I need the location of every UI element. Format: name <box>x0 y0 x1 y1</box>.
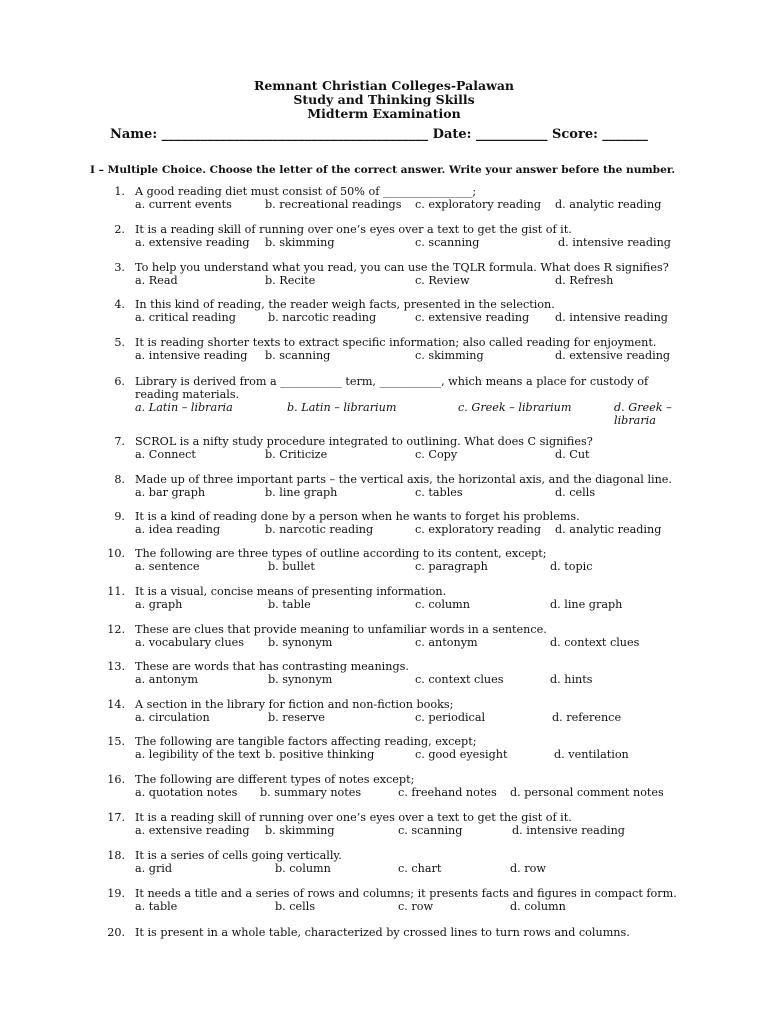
answer-option-d: d. row <box>510 862 546 875</box>
question-text: It is a reading skill of running over one’s eyes over a text to get the gist of it. <box>135 811 572 824</box>
answer-option-d: d. intensive reading <box>555 311 668 324</box>
answer-option-b: b. Criticize <box>265 448 328 461</box>
subject-title: Study and Thinking Skills <box>293 92 475 107</box>
answer-option-b: b. narcotic reading <box>268 311 377 324</box>
school-name: Remnant Christian Colleges-Palawan <box>253 78 515 93</box>
answer-option-b: b. narcotic reading <box>265 523 374 536</box>
question-text: These are words that has contrasting meanings. <box>135 660 409 673</box>
question-text: Library is derived from a ___________ term, ___________, which means a place for custody of reading materials. <box>135 375 649 401</box>
answer-option-c: c. exploratory reading <box>415 198 542 211</box>
answer-option-d: d. Cut <box>555 448 590 461</box>
question-number: 16. <box>107 773 125 786</box>
answer-option-b: b. column <box>275 862 331 875</box>
exam-header <box>0 79 768 121</box>
question-number: 7. <box>114 435 125 448</box>
question-text: A good reading diet must consist of 50% of ________________; <box>135 185 477 198</box>
student-info-line: Name: _________________________________________ Date: ___________ Score: _______ <box>110 127 648 142</box>
answer-option-b: b. synonym <box>268 673 333 686</box>
answer-option-c: c. row <box>398 900 434 913</box>
question-number: 3. <box>114 261 125 274</box>
answer-option-c: c. context clues <box>415 673 504 686</box>
question-number: 19. <box>107 887 125 900</box>
question-text: It is a series of cells going vertically. <box>135 849 342 862</box>
question-text: Made up of three important parts – the vertical axis, the horizontal axis, and the diagonal line. <box>135 473 672 486</box>
answer-option-b: b. bullet <box>268 560 315 573</box>
answer-option-d: d. reference <box>552 711 622 724</box>
answer-option-b: b. table <box>268 598 311 611</box>
answer-option-d: d. Greek – libraria <box>614 401 672 427</box>
answer-option-d: d. Refresh <box>555 274 614 287</box>
answer-option-d: d. hints <box>550 673 593 686</box>
answer-option-a: a. critical reading <box>135 311 236 324</box>
question-text: It needs a title and a series of rows and columns; it presents facts and figures in compact form. <box>135 887 677 900</box>
question-number: 8. <box>114 473 125 486</box>
answer-option-a: a. vocabulary clues <box>135 636 245 649</box>
answer-option-d: d. analytic reading <box>555 523 662 536</box>
answer-option-c: c. column <box>415 598 470 611</box>
answer-option-c: c. Copy <box>415 448 458 461</box>
question-text: The following are three types of outline according to its content, except; <box>135 547 547 560</box>
question-number: 13. <box>107 660 125 673</box>
answer-option-a: a. table <box>135 900 178 913</box>
question-number: 15. <box>107 735 125 748</box>
answer-option-c: c. good eyesight <box>415 748 508 761</box>
question-text: In this kind of reading, the reader weigh facts, presented in the selection. <box>135 298 555 311</box>
answer-option-a: a. Connect <box>135 448 196 461</box>
question-text: The following are different types of notes except; <box>135 773 415 786</box>
question-text: A section in the library for fiction and non-fiction books; <box>135 698 454 711</box>
question-text: To help you understand what you read, you can use the TQLR formula. What does R signifies? <box>135 261 669 274</box>
answer-option-d: d. extensive reading <box>555 349 671 362</box>
answer-option-c: c. skimming <box>415 349 484 362</box>
question-text: It is reading shorter texts to extract specific information; also called reading for enjoyment. <box>135 336 657 349</box>
answer-option-d: d. analytic reading <box>555 198 662 211</box>
answer-option-a: a. bar graph <box>135 486 206 499</box>
answer-option-b: b. skimming <box>265 236 335 249</box>
answer-option-a: a. Latin – libraria <box>135 401 233 414</box>
answer-option-d: d. topic <box>550 560 593 573</box>
answer-option-c: c. exploratory reading <box>415 523 542 536</box>
answer-option-a: a. circulation <box>135 711 210 724</box>
answer-option-b: b. reserve <box>268 711 325 724</box>
answer-option-a: a. idea reading <box>135 523 221 536</box>
answer-option-c: c. scanning <box>415 236 480 249</box>
answer-option-b: b. recreational readings <box>265 198 402 211</box>
answer-option-b: b. Latin – librarium <box>287 401 397 414</box>
answer-option-b: b. Recite <box>265 274 316 287</box>
answer-option-d: d. ventilation <box>554 748 629 761</box>
answer-option-d: d. column <box>510 900 566 913</box>
question-text: It is a reading skill of running over one’s eyes over a text to get the gist of it. <box>135 223 572 236</box>
question-text: SCROL is a nifty study procedure integrated to outlining. What does C signifies? <box>135 435 593 448</box>
answer-option-c: c. Greek – librarium <box>458 401 572 414</box>
answer-option-b: b. line graph <box>265 486 338 499</box>
question-number: 4. <box>114 298 125 311</box>
answer-option-a: a. extensive reading <box>135 236 250 249</box>
answer-option-a: a. legibility of the text <box>135 748 261 761</box>
answer-option-d: d. intensive reading <box>558 236 671 249</box>
question-number: 20. <box>107 926 125 939</box>
answer-option-b: b. skimming <box>265 824 335 837</box>
answer-option-c: c. Review <box>415 274 470 287</box>
question-text: These are clues that provide meaning to unfamiliar words in a sentence. <box>135 623 547 636</box>
answer-option-a: a. antonym <box>135 673 199 686</box>
question-number: 9. <box>114 510 125 523</box>
exam-title: Midterm Examination <box>307 106 461 121</box>
question-number: 10. <box>107 547 125 560</box>
answer-option-c: c. chart <box>398 862 442 875</box>
answer-option-b: b. summary notes <box>260 786 362 799</box>
answer-option-d: d. line graph <box>550 598 623 611</box>
question-number: 18. <box>107 849 125 862</box>
question-number: 5. <box>114 336 125 349</box>
answer-option-c: c. periodical <box>415 711 486 724</box>
answer-option-b: b. synonym <box>268 636 333 649</box>
question-text: The following are tangible factors affecting reading, except; <box>135 735 477 748</box>
question-number: 6. <box>114 375 125 388</box>
answer-option-c: c. paragraph <box>415 560 488 573</box>
question-text: It is a visual, concise means of presenting information. <box>135 585 447 598</box>
question-text: It is present in a whole table, characterized by crossed lines to turn rows and columns. <box>135 926 630 939</box>
answer-option-a: a. graph <box>135 598 183 611</box>
answer-option-a: a. sentence <box>135 560 200 573</box>
answer-option-b: b. cells <box>275 900 316 913</box>
question-number: 11. <box>107 585 125 598</box>
answer-option-c: c. extensive reading <box>415 311 530 324</box>
answer-option-a: a. Read <box>135 274 178 287</box>
question-number: 1. <box>114 185 125 198</box>
answer-option-b: b. scanning <box>265 349 331 362</box>
answer-option-a: a. grid <box>135 862 173 875</box>
answer-option-a: a. intensive reading <box>135 349 248 362</box>
answer-option-a: a. current events <box>135 198 232 211</box>
answer-option-a: a. extensive reading <box>135 824 250 837</box>
answer-option-d: d. personal comment notes <box>510 786 664 799</box>
answer-option-c: c. antonym <box>415 636 478 649</box>
question-number: 2. <box>114 223 125 236</box>
answer-option-b: b. positive thinking <box>265 748 375 761</box>
answer-option-c: c. freehand notes <box>398 786 497 799</box>
question-number: 12. <box>107 623 125 636</box>
answer-option-d: d. cells <box>555 486 596 499</box>
answer-option-c: c. scanning <box>398 824 463 837</box>
answer-option-c: c. tables <box>415 486 463 499</box>
answer-option-d: d. context clues <box>550 636 640 649</box>
answer-option-d: d. intensive reading <box>512 824 625 837</box>
section-instructions: I – Multiple Choice. Choose the letter of the correct answer. Write your answer before the number. <box>90 164 676 176</box>
question-number: 17. <box>107 811 125 824</box>
question-number: 14. <box>107 698 125 711</box>
answer-option-a: a. quotation notes <box>135 786 238 799</box>
question-text: It is a kind of reading done by a person when he wants to forget his problems. <box>135 510 580 523</box>
